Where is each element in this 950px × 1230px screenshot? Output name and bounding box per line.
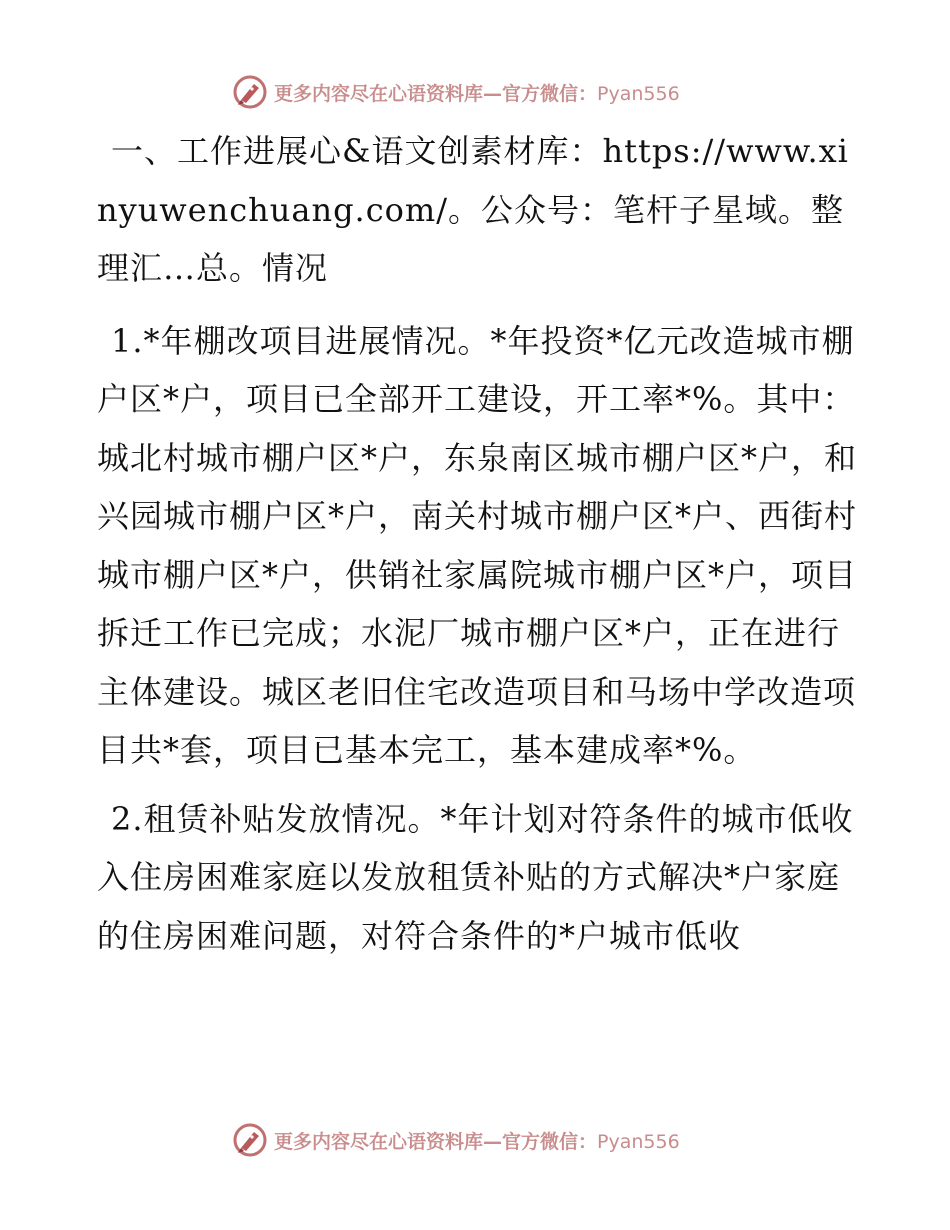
pen-nib-logo-icon [232, 1122, 268, 1158]
pen-nib-logo-icon [232, 74, 268, 110]
header-watermark [232, 72, 680, 112]
watermark-text: 更多内容尽在心语资料库—官方微信：Pyan556 [274, 82, 680, 105]
watermark-wechat-id: Pyan556 [597, 82, 680, 105]
paragraph-shantytown-progress: 1.*年棚改项目进展情况。*年投资*亿元改造城市棚户区*户，项目已全部开工建设，开工率*%。其中：城北村城市棚户区*户，东泉南区城市棚户区*户，和兴园城市棚户区*户，南关村城市棚户区*户、西街村城市棚户区*户，供销社家属院城市棚户区*户，项目拆迁工作已完成；水泥厂城市棚户区*户，正在进行主体建设。城区老旧住宅改造项目和马场中学改造项目共*套，项目已基本完工，基本建成率*%。 [97, 321, 858, 769]
watermark-text: 更多内容尽在心语资料库—官方微信：Pyan556 [274, 1130, 680, 1153]
footer-watermark [232, 1120, 680, 1160]
paragraph-rental-subsidy: 2.租赁补贴发放情况。*年计划对符条件的城市低收入住房困难家庭以发放租赁补贴的方式解决*户家庭的住房困难问题，对符合条件的*户城市低收 [97, 799, 854, 955]
section-heading: 一、工作进展心&语文创素材库：https://www.xinyuwenchuang.com/。公众号：笔杆子星域。整理汇…总。情况 [97, 132, 849, 287]
watermark-wechat-id: Pyan556 [597, 1130, 680, 1153]
document-body [97, 122, 857, 975]
